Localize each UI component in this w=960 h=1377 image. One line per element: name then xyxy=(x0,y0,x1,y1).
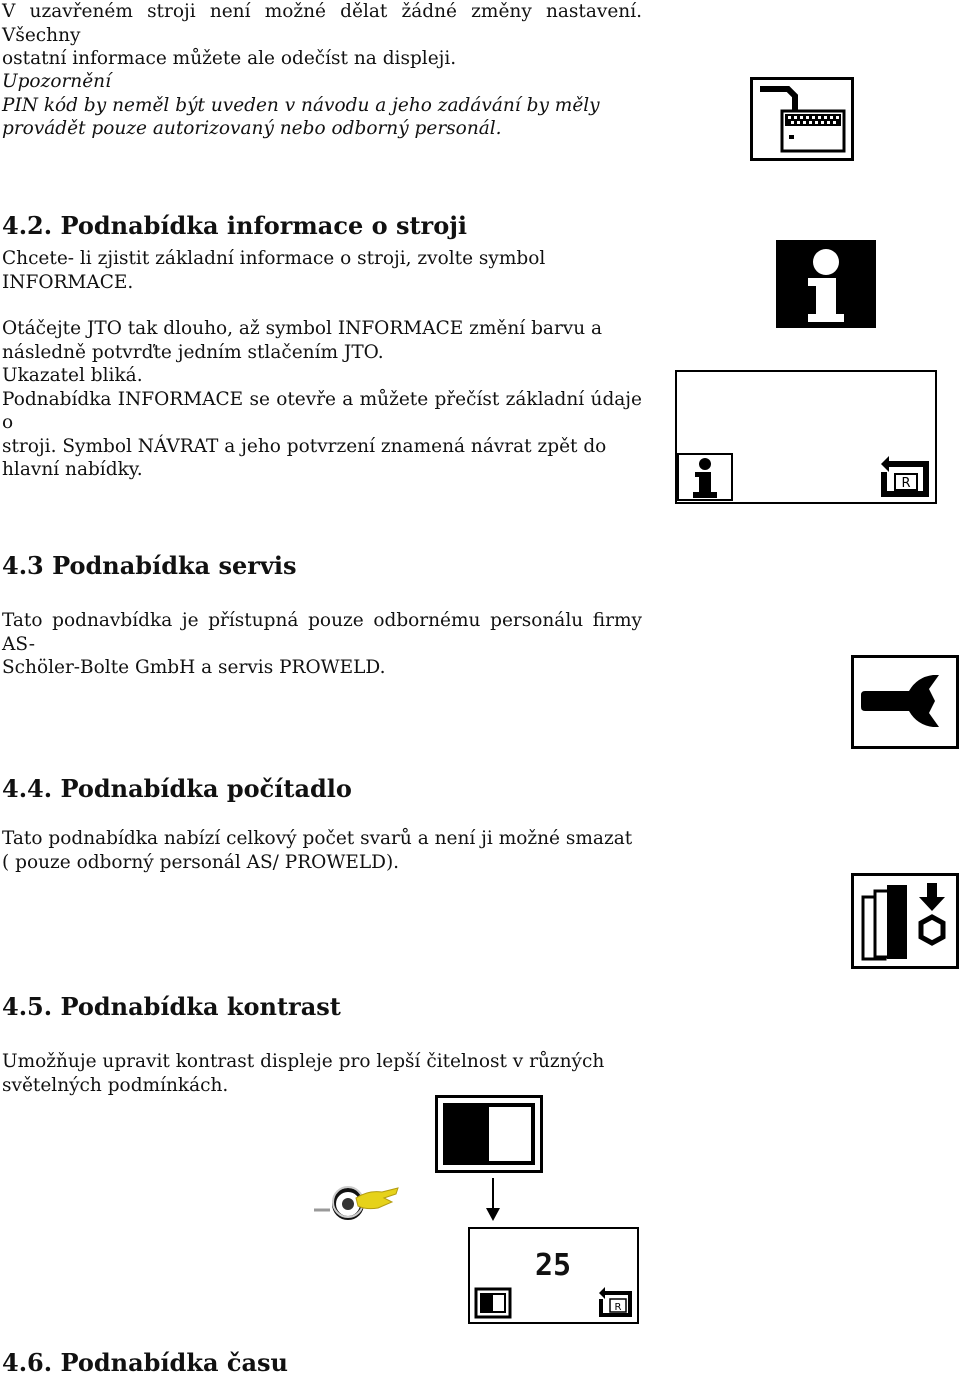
info-screen-display xyxy=(675,370,937,504)
contrast-screen-display xyxy=(468,1227,639,1324)
s42-p1-line-2: INFORMACE. xyxy=(2,271,134,293)
section-4-5-heading: 4.5. Podnabídka kontrast xyxy=(2,992,341,1021)
intro-line-2: ostatní informace můžete ale odečíst na displeji. xyxy=(2,48,457,69)
s43-line-1: Tato podnavbídka je přístupná pouze odbornému personálu firmy AS- xyxy=(2,610,642,655)
section-4-3-heading: 4.3 Podnabídka servis xyxy=(2,551,297,580)
contrast-icon xyxy=(435,1095,543,1173)
s42-p1-line-1: Chcete- li zjistit základní informace o stroji, zvolte symbol xyxy=(2,248,546,269)
section-4-2-heading: 4.2. Podnabídka informace o stroji xyxy=(2,211,468,240)
s43-line-2: Schöler-Bolte GmbH a servis PROWELD. xyxy=(2,657,386,678)
wrench-icon xyxy=(851,655,959,749)
section-4-4-heading: 4.4. Podnabídka počítadlo xyxy=(2,774,352,803)
warning-line-1: PIN kód by neměl být uveden v návodu a jeho zadávání by měly xyxy=(2,94,600,116)
warning-title: Upozornění xyxy=(2,71,111,92)
warning-paragraph xyxy=(2,70,642,141)
s44-line-2: ( pouze odborný personál AS/ PROWELD). xyxy=(2,851,400,873)
intro-line-1: V uzavřeném stroji není možné dělat žádné změny nastavení. Všechny xyxy=(2,1,642,46)
section-4-5-paragraph xyxy=(2,1050,642,1097)
s44-line-1: Tato podnabídka nabízí celkový počet svarů a není ji možné smazat xyxy=(2,828,633,849)
return-icon xyxy=(878,454,934,500)
contrast-return-key-label: R xyxy=(614,1302,622,1313)
s42-p2-line-3: Ukazatel bliká. xyxy=(2,365,143,386)
counter-icon xyxy=(851,873,959,969)
s42-p2-line-4: Podnabídka INFORMACE se otevře a můžete přečíst základní údaje o xyxy=(2,388,642,433)
warning-line-2: provádět pouze autorizovaný nebo odborný personál. xyxy=(2,118,502,139)
arrow-down-icon xyxy=(485,1178,501,1222)
s45-line-2: světelných podmínkách. xyxy=(2,1074,229,1096)
section-4-3-paragraph xyxy=(2,609,642,680)
contrast-value: 25 xyxy=(534,1248,572,1283)
s42-p2-line-6: hlavní nabídky. xyxy=(2,459,143,480)
s42-p2-line-1: Otáčejte JTO tak dlouho, až symbol INFORMACE změní barvu a xyxy=(2,318,603,339)
knob-hand-icon xyxy=(312,1180,402,1224)
info-return-key-label: R xyxy=(901,476,911,491)
s45-line-1: Umožňuje upravit kontrast displeje pro lepší čitelnost v různých xyxy=(2,1051,605,1072)
lock-keypad-icon xyxy=(750,77,854,161)
section-4-4-paragraph xyxy=(2,827,642,874)
section-4-2-paragraph-1 xyxy=(2,247,642,294)
section-4-6-heading: 4.6. Podnabídka času xyxy=(2,1348,288,1377)
s42-p2-line-2: následně potvrďte jedním stlačením JTO. xyxy=(2,341,384,363)
intro-paragraph xyxy=(2,0,642,71)
info-small-icon xyxy=(678,454,732,500)
section-4-2-paragraph-2 xyxy=(2,317,642,482)
contrast-small-icon xyxy=(476,1289,510,1317)
info-icon xyxy=(776,240,876,328)
s42-p2-line-5: stroji. Symbol NÁVRAT a jeho potvrzení znamená návrat zpět do xyxy=(2,435,607,457)
